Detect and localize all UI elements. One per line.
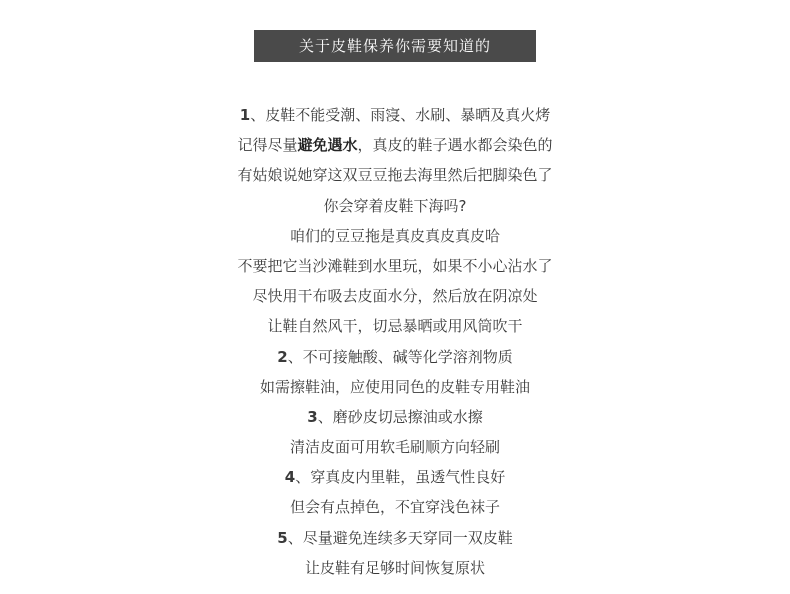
tip-text: 不要把它当沙滩鞋到水里玩，如果不小心沾水了	[237, 256, 553, 275]
tip-text: 、尽量避免连续多天穿同一双皮鞋	[287, 528, 513, 547]
tip-text: 如需擦鞋油，应使用同色的皮鞋专用鞋油	[259, 377, 530, 396]
tip-text: 让皮鞋有足够时间恢复原状	[304, 558, 485, 577]
tip-number: 1	[239, 106, 251, 124]
tip-line	[0, 462, 790, 492]
tip-text: 让鞋自然风干，切忌暴晒或用风筒吹干	[267, 317, 523, 336]
tip-line	[0, 402, 790, 432]
tip-line	[0, 251, 790, 281]
tip-text: 清洁皮面可用软毛刷顺方向轻刷	[289, 438, 500, 457]
tip-text: ，真皮的鞋子遇水都会染色的	[357, 136, 553, 155]
tip-line	[0, 130, 790, 160]
tip-text: 咱们的豆豆拖是真皮真皮真皮哈	[289, 226, 500, 245]
tip-line	[0, 372, 790, 402]
tip-number: 2	[277, 347, 288, 366]
tip-text: 你会穿着皮鞋下海吗?	[323, 196, 467, 215]
page-title: 关于皮鞋保养你需要知道的	[254, 30, 536, 62]
tip-line	[0, 432, 790, 462]
tip-text: 、磨砂皮切忌擦油或水擦	[317, 407, 483, 426]
tip-text: 、穿真皮内里鞋，虽透气性良好	[295, 468, 506, 487]
tip-line	[0, 191, 790, 221]
tip-number: 4	[284, 468, 296, 487]
tip-line	[0, 221, 790, 251]
tip-number: 3	[307, 407, 318, 426]
tip-line	[0, 553, 790, 583]
tip-text: 尽快用干布吸去皮面水分，然后放在阴凉处	[252, 287, 538, 306]
tip-text: 、不可接触酸、碱等化学溶剂物质	[287, 347, 513, 366]
tip-text: 但会有点掉色，不宜穿浅色袜子	[289, 498, 500, 517]
tip-number: 5	[277, 528, 288, 547]
tip-line	[0, 160, 790, 190]
care-tips	[0, 100, 790, 583]
tip-emphasis: 避免遇水	[297, 136, 358, 155]
tip-line	[0, 100, 790, 130]
tip-text: 记得尽量	[237, 136, 298, 155]
tip-text: 有姑娘说她穿这双豆豆拖去海里然后把脚染色了	[237, 166, 553, 185]
tip-line	[0, 281, 790, 311]
tip-line	[0, 342, 790, 372]
tip-text: 、皮鞋不能受潮、雨寖、水刷、暴晒及真火烤	[250, 106, 551, 124]
tip-line	[0, 523, 790, 553]
tip-line	[0, 311, 790, 341]
tip-line	[0, 492, 790, 522]
